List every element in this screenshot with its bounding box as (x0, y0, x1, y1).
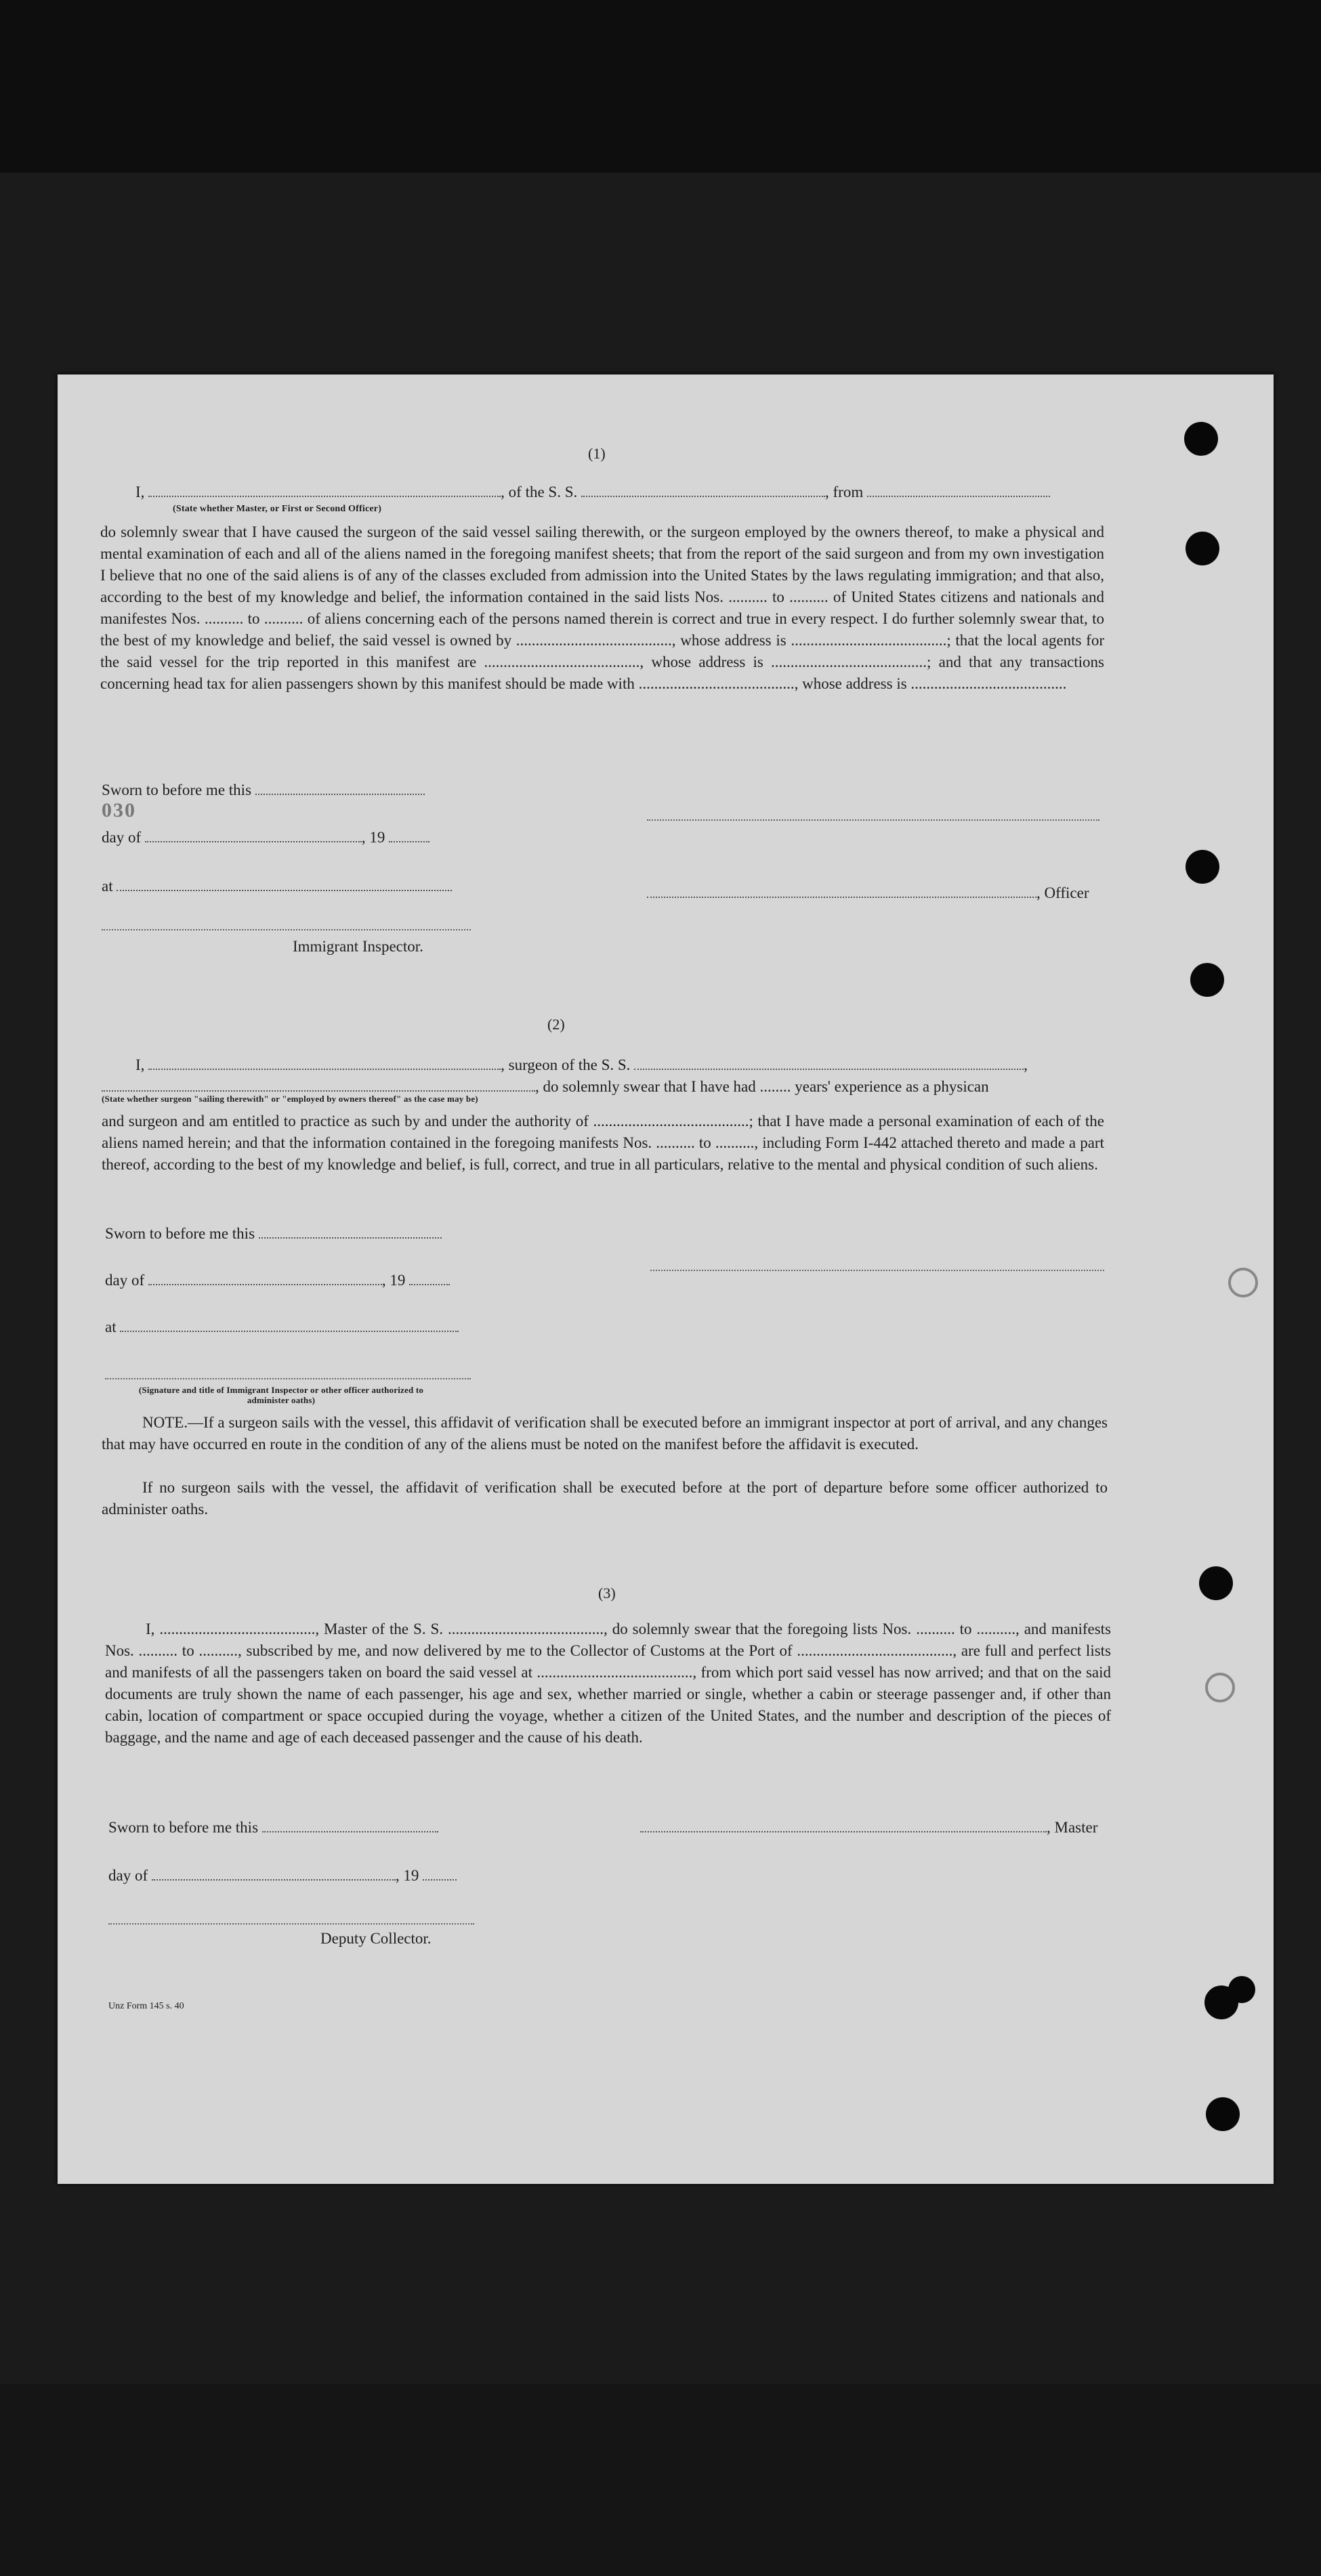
punch-hole (1184, 422, 1218, 456)
section-1-state-note: (State whether Master, or First or Second Officer) (173, 504, 382, 514)
section-2-note-2: If no surgeon sails with the vessel, the affidavit of verification shall be executed before at the port of departure before some officer authorized to administer oaths. (102, 1479, 1108, 1518)
surgeon-name-blank (148, 1056, 501, 1070)
inspector-signature-line (105, 1378, 471, 1379)
scan-border-top (0, 0, 1321, 173)
section-2-body: and surgeon and am entitled to practice as such by and under the authority of ........................................; that I have made a personal examination of each of the aliens named herein; and that the information contained in the foregoing manifests Nos. .......... to .........., including Form I-442 attached thereto and made a part thereof, according to the best of my knowledge and belief, is full, correct, and true in all particulars, relative to the mental and physical condition of such aliens. (102, 1113, 1104, 1173)
section-1-officer-line (647, 883, 1089, 903)
section-3-sworn-line (108, 1818, 438, 1838)
year-label: , 19 (395, 1867, 419, 1884)
sailing-status-blank (102, 1078, 535, 1092)
punch-hole-ring (1205, 1673, 1235, 1702)
year-label: , 19 (381, 1272, 406, 1289)
place-blank (117, 878, 452, 891)
section-3-body: I, ........................................, Master of the S. S. ........................................, do solemnly swear that the foregoing lists Nos. .......... to .........., and manifests Nos. .......... to .........., subscribed by me, and now delivered by me to the Collector of Customs at the Port of ........................................, are full and perfect lists and manifests of all the passengers taken on board the said vessel at ........................................, from which port said vessel has now arrived; and that on the said documents are truly shown the name of each passenger, his age and sex, whether married or single, whether a cabin or steerage passenger and, if other than cabin, location of compartment or space occupied during the voyage, whether a citizen of the United States, and the number and description of the pieces of baggage, and the name and age of each deceased passenger and the cause of his death. (105, 1620, 1111, 1746)
at-label: at (105, 1318, 117, 1335)
section-3-master-line (640, 1818, 1097, 1838)
section-2-i: I, (135, 1056, 145, 1073)
inspector-signature-line (102, 929, 471, 930)
sworn-day-blank (255, 781, 425, 795)
section-1-opening-line (135, 482, 1050, 502)
officer-name-blank (148, 484, 501, 497)
section-1-number: (1) (588, 445, 606, 462)
day-of-label: day of (105, 1272, 145, 1289)
day-of-label: day of (108, 1867, 148, 1884)
section-1-i: I, (135, 484, 145, 500)
signature-line (647, 819, 1099, 821)
master-label: , Master (1047, 1819, 1098, 1836)
section-2-opening-line: I, , surgeon of the S. S. , (135, 1056, 1028, 1073)
section-2-sworn-line (105, 1224, 442, 1244)
section-3-day-line (108, 1866, 457, 1886)
sworn-label: Sworn to before me this (108, 1819, 259, 1836)
year-blank (389, 829, 429, 842)
section-2-at-line (105, 1317, 459, 1337)
section-1-body: do solemnly swear that I have caused the surgeon of the said vessel sailing therewith, or the surgeon employed by the owners thereof, to make a physical and mental examination of each and all of the aliens named in the foregoing manifest sheets; that from the report of the said surgeon and from my own investigation I believe that no one of the said aliens is of any of the classes excluded from admission into the United States by the laws regulating immigration; and that also, according to the best of my knowledge and belief, the information contained in the said lists Nos. .......... to .......... of United States citizens and nationals and manifestes Nos. .......... to .......... of aliens concerning each of the persons named therein is correct and true in every respect. I do further solemnly swear that, to the best of my knowledge and belief, the said vessel is owned by ........................................, whose address is ........................................; that the local agents for the said vessel for the trip reported in this manifest are ........................................, whose address is ........................................; and that any transactions concerning head tax for alien passengers shown by this manifest should be made with ........................................, whose address is ........................................ (100, 523, 1104, 692)
master-signature-blank (640, 1819, 1047, 1832)
form-identifier: Unz Form 145 s. 40 (108, 2001, 184, 2011)
sworn-label: Sworn to before me this (105, 1225, 255, 1242)
day-of-label: day of (102, 829, 142, 846)
month-blank (152, 1867, 396, 1881)
section-1-from: , from (825, 484, 864, 500)
section-2-note-1: NOTE.—If a surgeon sails with the vessel, this affidavit of verification shall be executed before an immigrant inspector at port of arrival, and any changes that may have occurred en route in the condition of any of the aliens must be noted on the manifest before the affidavit is executed. (102, 1414, 1108, 1453)
month-blank (145, 829, 362, 842)
section-2-day-line (105, 1270, 450, 1291)
sworn-day-blank (262, 1819, 438, 1832)
immigrant-inspector-label: Immigrant Inspector. (293, 938, 423, 955)
punch-hole (1199, 1566, 1233, 1600)
section-3-oath-text (105, 1618, 1111, 1748)
stamp-mark: 030 (102, 799, 136, 821)
section-2-number: (2) (547, 1016, 565, 1033)
section-2-signature-note: (Signature and title of Immigrant Inspector or other officer authorized to administer oaths) (138, 1385, 424, 1405)
at-label: at (102, 878, 113, 895)
section-3-number: (3) (598, 1585, 616, 1602)
deputy-signature-line (108, 1923, 474, 1925)
sworn-day-blank (259, 1225, 442, 1239)
surgeon-vessel-blank (634, 1056, 1024, 1070)
section-1-sworn-line (102, 780, 425, 800)
vessel-name-blank (581, 484, 825, 497)
deputy-collector-label: Deputy Collector. (320, 1930, 432, 1947)
surgeon-signature-line (650, 1270, 1104, 1271)
departure-port-blank (867, 484, 1050, 497)
section-2-experience-text: , do solemnly swear that I have had ........ years' experience as a physican (535, 1078, 989, 1095)
punch-hole (1190, 963, 1224, 997)
year-blank (409, 1272, 450, 1285)
section-2-oath-text (102, 1111, 1104, 1176)
year-blank (423, 1867, 457, 1881)
section-1-oath-text (100, 521, 1104, 695)
officer-label: , Officer (1036, 884, 1089, 901)
scan-border-bottom (0, 2384, 1321, 2576)
sworn-label: Sworn to before me this (102, 781, 252, 798)
section-1-of-ss: , of the S. S. (501, 484, 578, 500)
punch-hole (1186, 532, 1219, 565)
section-2-surgeon-of: , surgeon of the S. S. (501, 1056, 631, 1073)
place-blank (120, 1318, 459, 1332)
section-1-at-line (102, 876, 452, 897)
section-2-state-note: (State whether surgeon "sailing therewith" or "employed by owners thereof" as the case may be) (102, 1094, 478, 1104)
month-blank (148, 1272, 382, 1285)
punch-hole (1206, 2097, 1240, 2131)
punch-hole (1186, 850, 1219, 884)
punch-hole (1228, 1976, 1255, 2003)
section-1-day-line (102, 828, 429, 848)
officer-signature-blank (647, 884, 1036, 898)
year-label: , 19 (361, 829, 385, 846)
punch-hole-ring (1228, 1268, 1258, 1297)
